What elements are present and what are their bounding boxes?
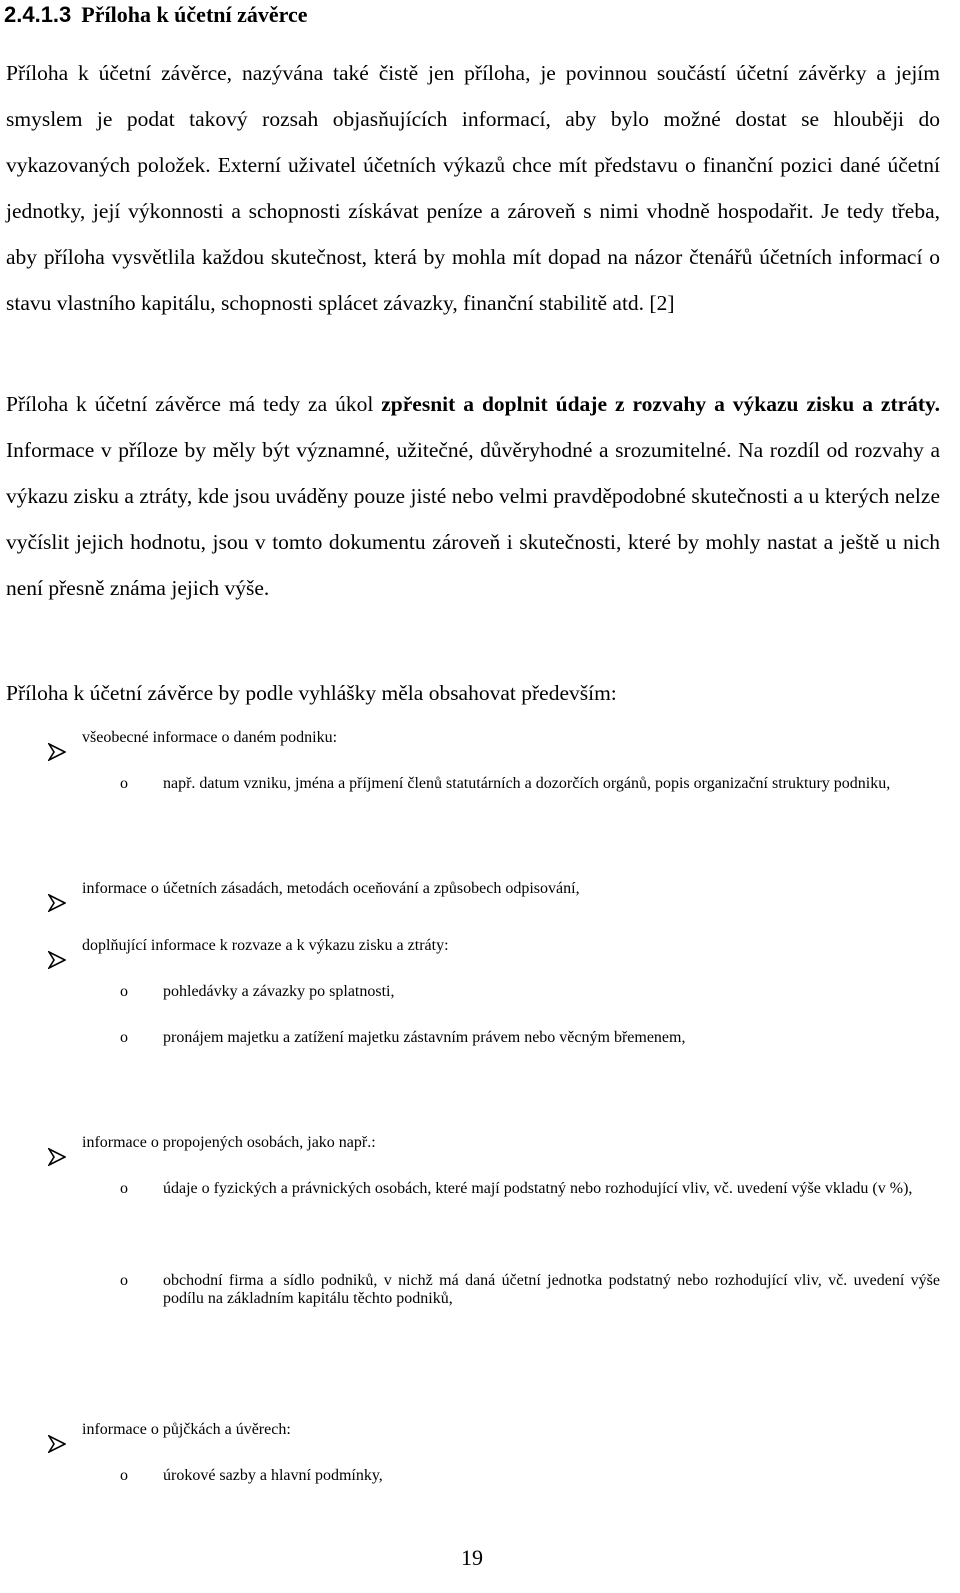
sub-list-item-text: obchodní firma a sídlo podniků, v nichž má daná účetní jednotka podstatný nebo rozhodující vliv, vč. uvedení výše podílu na základním kapitálu těchto podniků, — [163, 1272, 940, 1307]
list-item — [0, 937, 960, 983]
sub-list-item-text: pohledávky a závazky po splatnosti, — [163, 983, 395, 1000]
list-item — [0, 880, 960, 926]
list-item-text: všeobecné informace o daném podniku: — [82, 729, 338, 746]
sub-bullet: o — [120, 775, 128, 792]
sub-list-item — [0, 1467, 960, 1513]
paragraph-purpose-emphasis: zpřesnit a doplnit údaje z rozvahy a výkazu zisku a ztráty. — [381, 392, 940, 416]
list-item-text: informace o propojených osobách, jako např.: — [82, 1134, 376, 1151]
sub-list-item — [0, 1180, 960, 1272]
arrow-bullet-icon — [48, 894, 66, 912]
sub-bullet: o — [120, 1029, 128, 1046]
sub-bullet: o — [120, 1467, 128, 1484]
list-item-text: informace o půjčkách a úvěrech: — [82, 1421, 291, 1438]
paragraph-purpose-end: Informace v příloze by měly být významné, užitečné, důvěryhodné a srozumitelné. Na rozdíl od rozvahy a výkazu zisku a ztráty, kde jsou uváděny pouze jisté nebo velmi pravděpodobné skutečnosti a u kterých nelze vyčíslit jejich hodnotu, jsou v tomto dokumentu zároveň i skutečnosti, které by mohly nastat a ještě u nich není přesně známa jejich výše. — [6, 438, 940, 600]
list-item — [0, 1134, 960, 1180]
arrow-bullet-icon — [48, 951, 66, 969]
arrow-bullet-icon — [48, 743, 66, 761]
list-item-text: informace o účetních zásadách, metodách oceňování a způsobech odpisování, — [82, 880, 580, 897]
page-number: 19 — [461, 1545, 483, 1570]
sub-bullet: o — [120, 983, 128, 1000]
sub-list-item-text: údaje o fyzických a právnických osobách, které mají podstatný nebo rozhodující vliv, vč. uvedení výše vkladu (v %), — [163, 1180, 913, 1197]
sub-bullet: o — [120, 1272, 128, 1289]
paragraph-intro: Příloha k účetní závěrce, nazývána také čistě jen příloha, je povinnou součástí účetní závěrky a jejím smyslem je podat takový rozsah objasňujících informací, aby bylo možné dostat se hlouběji do vykazovaných položek. Externí uživatel účetních výkazů chce mít představu o finanční pozici dané účetní jednotky, její výkonnosti a schopnosti získávat peníze a zároveň s nimi vhodně hospodařit. Je tedy třeba, aby příloha vysvětlila každou skutečnost, která by mohla mít dopad na názor čtenářů účetních informací o stavu vlastního kapitálu, schopnosti splácet závazky, finanční stabilitě atd. [2] — [6, 61, 940, 315]
arrow-bullet-icon — [48, 1435, 66, 1453]
paragraph-purpose — [6, 381, 940, 657]
list-item — [0, 729, 960, 775]
paragraph-list-intro: Příloha k účetní závěrce by podle vyhlášky měla obsahovat především: — [6, 681, 617, 705]
list-item-text: doplňující informace k rozvaze a k výkazu zisku a ztráty: — [82, 937, 449, 954]
section-title: Příloha k účetní závěrce — [81, 2, 308, 27]
sub-list-item-text: např. datum vzniku, jména a příjmení členů statutárních a dozorčích orgánů, popis organizační struktury podniku, — [163, 775, 891, 792]
sub-bullet: o — [120, 1180, 128, 1197]
sub-list-item-text: úrokové sazby a hlavní podmínky, — [163, 1467, 383, 1484]
paragraph-purpose-start: Příloha k účetní závěrce má tedy za úkol — [6, 392, 382, 416]
arrow-bullet-icon — [48, 1148, 66, 1166]
section-number: 2.4.1.3 — [4, 2, 72, 27]
sub-list-item — [0, 1272, 960, 1410]
section-heading — [4, 0, 308, 30]
sub-list-item — [0, 983, 960, 1029]
list-item — [0, 1421, 960, 1467]
sub-list-item-text: pronájem majetku a zatížení majetku zástavním právem nebo věcným břemenem, — [163, 1029, 686, 1046]
sub-list-item — [0, 1029, 960, 1121]
sub-list-item — [0, 775, 960, 867]
